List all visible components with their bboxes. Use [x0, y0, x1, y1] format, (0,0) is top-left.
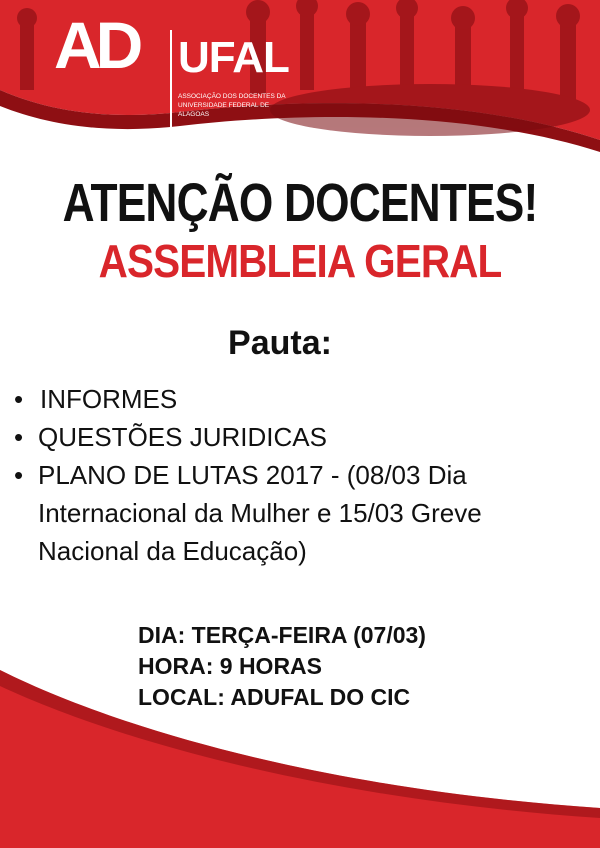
agenda-item	[12, 418, 572, 456]
adufal-logo	[54, 8, 314, 132]
agenda-list	[12, 380, 572, 570]
agenda-item-text: PLANO DE LUTAS 2017 - (08/03 Dia Internacional da Mulher e 15/03 Greve Nacional da Educação)	[38, 460, 482, 566]
logo-mark: AD	[54, 8, 138, 82]
agenda-item-text: INFORMES	[40, 384, 178, 414]
page-title: ATENÇÃO DOCENTES!	[62, 173, 538, 233]
header-banner	[0, 0, 600, 175]
logo-name: UFAL	[178, 33, 289, 82]
bullet-icon: •	[14, 422, 24, 452]
event-time: HORA: 9 HORAS	[138, 653, 323, 679]
agenda-item	[12, 380, 572, 418]
agenda-item-text: QUESTÕES JURIDICAS	[38, 422, 327, 452]
bullet-icon: •	[14, 460, 24, 490]
logo-divider	[170, 30, 172, 128]
agenda-item	[12, 456, 572, 570]
bullet-icon: •	[14, 384, 24, 414]
event-place: LOCAL: ADUFAL DO CIC	[138, 684, 411, 710]
page-subtitle: ASSEMBLEIA GERAL	[98, 235, 502, 287]
event-details	[138, 620, 426, 713]
event-day: DIA: TERÇA-FEIRA (07/03)	[138, 622, 426, 648]
agenda-title: Pauta:	[228, 324, 332, 362]
logo-subtitle: ASSOCIAÇÃO DOS DOCENTES DA UNIVERSIDADE FEDERAL DE ALAGOAS	[178, 93, 286, 118]
